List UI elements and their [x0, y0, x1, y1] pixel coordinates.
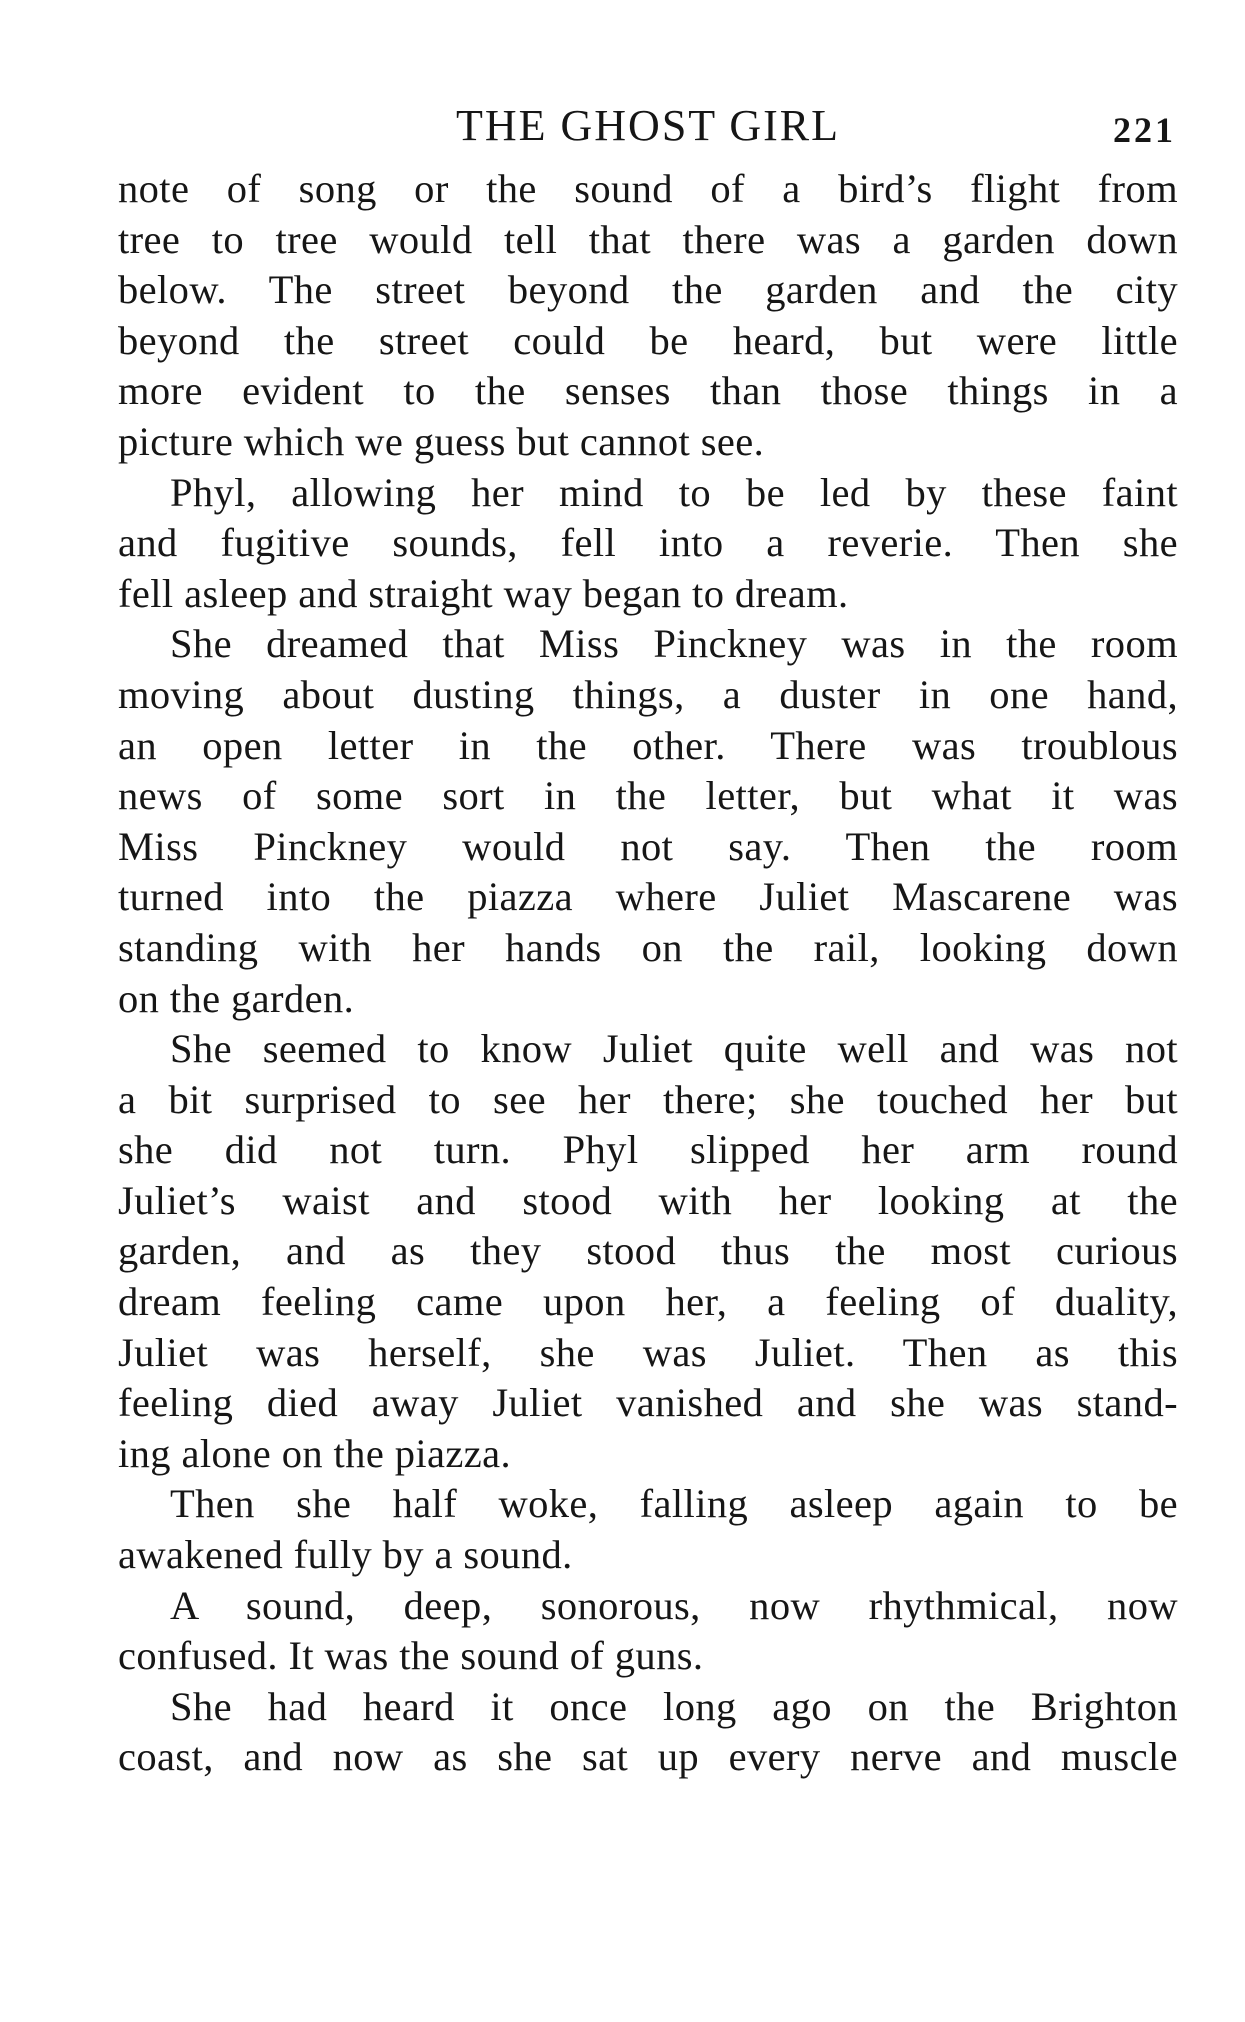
text-line: fell asleep and straight way began to dream. [118, 570, 849, 616]
body-text [118, 164, 1178, 1783]
text-line: turned into the piazza where Juliet Mascarene was [118, 874, 1178, 920]
text-line: confused. It was the sound of guns. [118, 1633, 704, 1679]
text-line: more evident to the senses than those things in a [118, 368, 1178, 414]
text-line: garden, and as they stood thus the most curious [118, 1228, 1178, 1274]
text-line: Then she half woke, falling asleep again to be [170, 1481, 1178, 1527]
text-line: she did not turn. Phyl slipped her arm round [118, 1127, 1178, 1173]
text-line: beyond the street could be heard, but were little [118, 317, 1178, 363]
running-title: THE GHOST GIRL [455, 101, 841, 150]
text-line: news of some sort in the letter, but what it was [118, 773, 1178, 819]
text-line: Juliet was herself, she was Juliet. Then as this [118, 1329, 1178, 1375]
text-line: Juliet’s waist and stood with her looking at the [118, 1177, 1178, 1223]
text-line: ing alone on the piazza. [118, 1430, 512, 1476]
text-line: She dreamed that Miss Pinckney was in the room [170, 621, 1178, 667]
text-line: She seemed to know Juliet quite well and was not [170, 1026, 1178, 1072]
text-line: standing with her hands on the rail, looking down [118, 924, 1178, 970]
text-line: awakened fully by a sound. [118, 1532, 573, 1578]
text-line: tree to tree would tell that there was a garden down [118, 216, 1178, 262]
page-number: 221 [1113, 110, 1176, 150]
text-line: Miss Pinckney would not say. Then the room [118, 823, 1178, 869]
text-line: moving about dusting things, a duster in one hand, [118, 671, 1178, 717]
text-line: picture which we guess but cannot see. [118, 418, 765, 464]
text-line: on the garden. [118, 975, 355, 1021]
text-line: below. The street beyond the garden and the city [118, 267, 1178, 313]
text-line: note of song or the sound of a bird’s flight from [118, 166, 1178, 211]
text-line: She had heard it once long ago on the Brighton [170, 1683, 1178, 1729]
text-line: feeling died away Juliet vanished and she was stand- [118, 1380, 1178, 1426]
text-line: Phyl, allowing her mind to be led by these faint [170, 469, 1178, 515]
text-line: and fugitive sounds, fell into a reverie. Then she [118, 520, 1178, 566]
text-line: a bit surprised to see her there; she touched her but [118, 1076, 1178, 1122]
book-page [118, 96, 1178, 1783]
text-line: dream feeling came upon her, a feeling of duality, [118, 1279, 1178, 1325]
text-line: coast, and now as she sat up every nerve and muscle [118, 1734, 1178, 1780]
running-head [118, 96, 1178, 164]
text-line: an open letter in the other. There was troublous [118, 722, 1178, 768]
text-line: A sound, deep, sonorous, now rhythmical, now [170, 1582, 1178, 1628]
